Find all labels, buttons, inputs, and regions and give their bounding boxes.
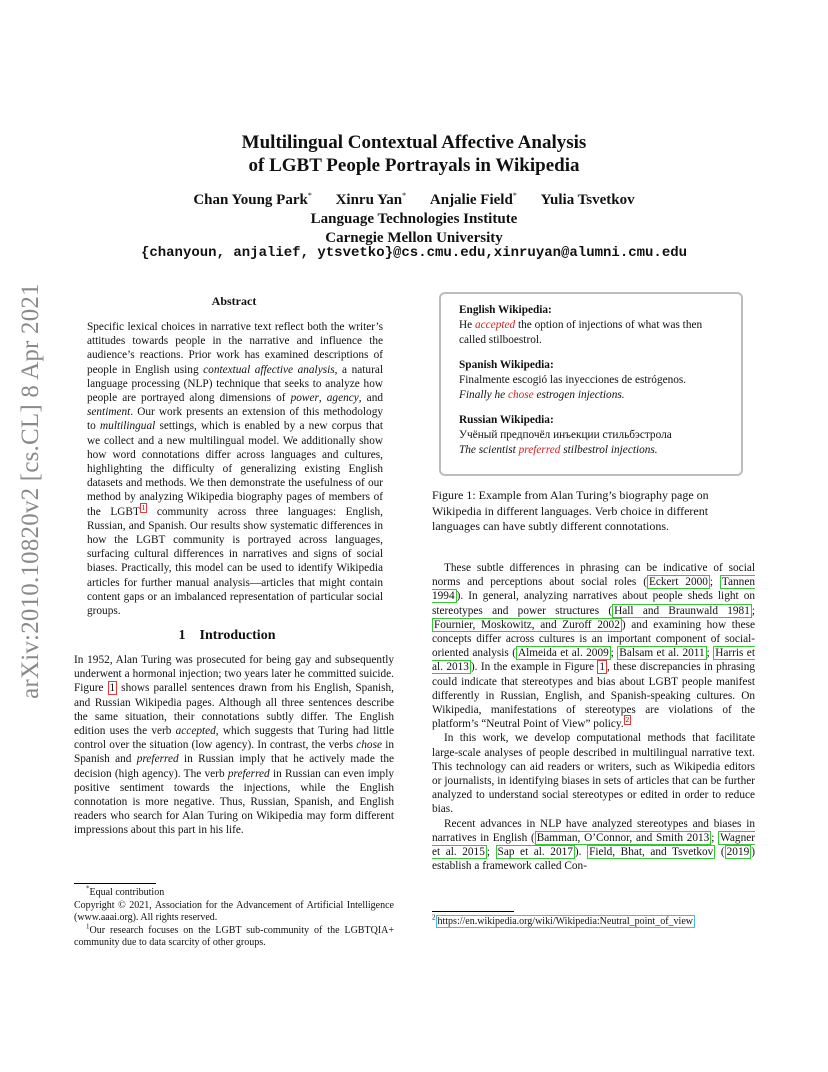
english-label: English Wikipedia: [459, 304, 552, 316]
wikipedia-npov-link[interactable]: https://en.wikipedia.org/wiki/Wikipedia:Neutral_point_of_view [437, 916, 693, 927]
title-line-2: of LGBT People Portrayals in Wikipedia [248, 155, 580, 176]
abstract-heading: Abstract [211, 294, 257, 308]
footnote-equal: *Equal contribution [86, 884, 165, 898]
author-3: Anjalie Field* [429, 191, 517, 208]
citation-field[interactable]: Field, Bhat, and Tsvetkov [589, 846, 714, 859]
paragraph-differences: These subtle differences in phrasing can be indicative of social norms and perceptions about social roles ( Eckert 2000 ; Tannen 1994 ). In general, analyzing narratives about people sheds light on stereotypes and power structures ( Hall and Braunwald 1981 ; Fournier, Moskowitz, and Zuroff 2002 ) and examining how these concepts differ across cultures is an important component of social-oriented analysis ( Almeida et al. 2009 ; Balsam et al. 2011 ; Harris et al. 2013 ). In the example in Figure 1 , these discrepancies in phrasing could indicate that stereotypes and bias about LGBT people manifest differently in Russian, English, and Spanish-speaking cultures. On Wikipedia, manifestations of stereotypes are violations of the platform’s “Neutral Point of View” policy. $^2$ [432, 562, 755, 731]
citation-bamman[interactable]: Bamman, O’Connor, and Smith 2013 [536, 831, 710, 844]
spanish-label: Spanish Wikipedia: [459, 359, 554, 371]
footnote-link-1[interactable]: 1 [141, 503, 146, 512]
russian-translation: The scientist preferred stilbestrol injections. [459, 444, 658, 456]
author-1: Chan Young Park* [193, 191, 312, 208]
citation-almeida[interactable]: Almeida et al. 2009 [517, 647, 609, 660]
arxiv-identifier: arXiv:2010.10820v2 [cs.CL] 8 Apr 2021 [17, 283, 44, 699]
figure-1-caption: Figure 1: Example from Alan Turing’s biography page on Wikipedia in different languages. Verb choice in different languages can have subtly different connotations. [432, 488, 709, 533]
author-block [0, 191, 828, 248]
citation-wagner[interactable]: Wagner et al. 2015 [432, 831, 756, 859]
footnote-divider-right [432, 911, 514, 912]
paper-title [0, 131, 828, 177]
citation-harris[interactable]: Harris et al. 2013 [432, 647, 755, 674]
paragraph-this-work: In this work, we develop computational methods that facilitate large-scale analyses of people described in multilingual narrative text. This technology can aid readers or writers, such as Wikipedia editors or journalists, in identifying biases in sets of articles that can be further analyzed to understand social stereotypes or edited in order to reduce bias. [432, 732, 755, 816]
spanish-translation: Finally he chose estrogen injections. [459, 389, 625, 401]
citation-hall[interactable]: Hall and Braunwald 1981 [614, 604, 750, 617]
introduction-body: In 1952, Alan Turing was prosecuted for being gay and subsequently underwent a hormonal injection; two years later he committed suicide. Figure 1 shows parallel sentences drawn from his English, Spanish, and Russian Wikipedia pages. Although all three sentences describe the same situation, their connotations subtly differ. The English edition uses the verb accepted, which suggests that Turing had little control over the situation (low agency). In contrast, the verbs chose in Spanish and preferred in Russian imply that he actively made the decision (high agency). The verb preferred in Russian can even imply positive sentiment towards the injections, while the English connotation is more negative. Thus, Russian, Spanish, and English readers who search for Alan Turing on Wikipedia may form different impressions about this part in his life. [74, 654, 394, 837]
footnote-2: $^2$ https://en.wikipedia.org/wiki/Wikipedia:Neutral_point_of_view [432, 913, 693, 927]
figure-link-1[interactable]: 1 [109, 682, 116, 695]
citation-sap[interactable]: Sap et al. 2017 [497, 846, 573, 859]
footnotes-left [74, 884, 394, 950]
copyright-notice: Copyright © 2021, Association for the Advancement of Artificial Intelligence (www.aaai.org). All rights reserved. [74, 899, 394, 923]
abstract-body: Specific lexical choices in narrative text reflect both the writer’s attitudes towards people in the narrative and influence the audience’s reactions. Prior work has examined descriptions of people in English using contextual affective analysis, a natural language processing (NLP) technique that seeks to analyze how people are portrayed along dimensions of power, agency, and sentiment. Our work presents an extension of this methodology to multilingual settings, which is enabled by a new corpus that we collect and a new multilingual model. We additionally show how word connotations differ across languages and cultures, highlighting the difficulty of generalizing existing English datasets and methods. We then demonstrate the usefulness of our method by analyzing Wikipedia biography pages of members of the LGBT $^1$ community across three languages: English, Russian, and Spanish. Our results show systematic differences in how the LGBT community is portrayed across languages, surfacing cultural differences in narratives and signs of social biases. Practically, this model can be used to identify Wikipedia articles for further manual analysis—articles that might contain content gaps or an imbalanced representation of particular social groups. [87, 321, 383, 618]
russian-sentence: Учёный предпочёл инъекции стильбэстрола [459, 429, 672, 441]
author-emails: {chanyoun, anjalief, ytsvetko}@cs.cmu.edu,xinruyan@alumni.cmu.edu [140, 245, 688, 261]
citation-eckert[interactable]: Eckert 2000 [648, 576, 708, 589]
author-2: Xinru Yan* [335, 191, 407, 208]
paragraph-recent-advances: Recent advances in NLP have analyzed stereotypes and biases in narratives in English ( Bamman, O’Connor, and Smith 2013 ; Wagner et al. 2015 ; Sap et al. 2017 ). Field, Bhat, and Tsvetkov ( 2019 ) establish a framework called Con- [432, 817, 756, 873]
affiliation-institute: Language Technologies Institute [310, 211, 518, 227]
citation-balsam[interactable]: Balsam et al. 2011 [619, 647, 705, 660]
affiliation-university: Carnegie Mellon University [325, 230, 503, 246]
footnote-1: $^1$Our research focuses on the LGBT sub-community of the LGBTQIA+ community due to data scarcity of other groups. [74, 922, 394, 948]
figure-link-1-right[interactable]: 1 [599, 661, 606, 674]
english-sentence: He accepted the option of injections of what was then called stilboestrol. [459, 319, 703, 346]
citation-field-year[interactable]: 2019 [726, 846, 750, 859]
figure-1-box [439, 292, 743, 476]
russian-label: Russian Wikipedia: [459, 414, 554, 426]
footnote-link-2[interactable]: 2 [625, 716, 630, 725]
spanish-sentence: Finalmente escogió las inyecciones de estrógenos. [459, 374, 687, 386]
citation-tannen[interactable]: Tannen 1994 [432, 576, 755, 603]
author-4: Yulia Tsvetkov [540, 192, 635, 208]
title-line-1: Multilingual Contextual Affective Analysis [241, 132, 587, 153]
author-names [0, 191, 828, 210]
section-heading-introduction: 1 Introduction [178, 628, 276, 643]
right-column-body [432, 561, 755, 873]
citation-fournier[interactable]: Fournier, Moskowitz, and Zuroff 2002 [434, 618, 620, 631]
